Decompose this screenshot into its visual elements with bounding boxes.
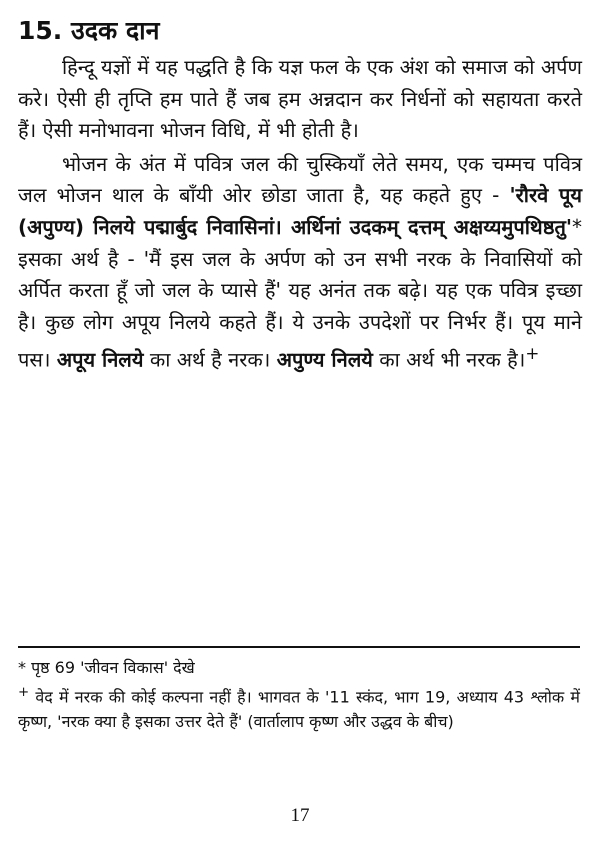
page-number: 17	[290, 805, 310, 826]
footnote-marker-plus: +	[525, 344, 540, 364]
paragraph-2-part1: भोजन के अंत में पवित्र जल की चुस्कियाँ लेते समय, एक चम्मच पवित्र जल भोजन थाल के बाँयी ओर छोडा जाता है, यह कहते हुए -	[18, 151, 582, 208]
footnotes	[18, 655, 580, 734]
term-apunya-nilaye: अपुण्य निलये	[276, 348, 373, 372]
footnote-2-text: वेद में नरक की कोई कल्पना नहीं है। भागवत के '11 स्कंद, भाग 19, अध्याय 43 श्लोक में कृष्ण, 'नरक क्या है इसका उत्तर देते हैं' (वार्तालाप कृष्ण और उद्धव के बीच)	[18, 687, 580, 732]
paragraph-1	[18, 52, 582, 147]
section-heading: 15. उदक दान	[18, 16, 160, 45]
paragraph-2-part4: का अर्थ भी नरक है।	[372, 348, 526, 372]
paragraph-1-text: हिन्दू यज्ञों में यह पद्धति है कि यज्ञ फल के एक अंश को समाज को अर्पण करे। ऐसी ही तृप्ति हम पाते हैं जब हम अन्नदान कर निर्धनों को सहायता करते हैं। ऐसी मनोभावना भोजन विधि, में भी होती है।	[18, 55, 582, 143]
footnote-1: * पृष्ठ 69 'जीवन विकास' देखे	[18, 658, 195, 677]
sanskrit-mantra: 'रौरवे पूय (अपुण्य) निलये पद्मार्बुद निवासिनां। अर्थिनां उदकम् दत्तम् अक्षय्यमुपथिष्ठतु'	[18, 183, 582, 239]
term-apuya-nilaye: अपूय निलये	[56, 348, 144, 372]
paragraph-2-part2: * इसका अर्थ है - 'मैं इस जल के अर्पण को उन सभी नरक के निवासियों को अर्पित करता हूँ जो जल के प्यासे हैं' यह अनंत तक बढ़े। यह एक पवित्र इच्छा है। कुछ लोग अपूय निलये कहते हैं। ये उनके उपदेशों पर निर्भर हैं। पूय माने पस।	[18, 214, 582, 372]
footnote-2-marker: +	[18, 685, 30, 700]
footnote-divider	[18, 646, 580, 648]
footnote-2	[18, 680, 580, 734]
paragraph-2-part3: का अर्थ है नरक।	[143, 348, 277, 372]
paragraph-2	[18, 149, 582, 377]
